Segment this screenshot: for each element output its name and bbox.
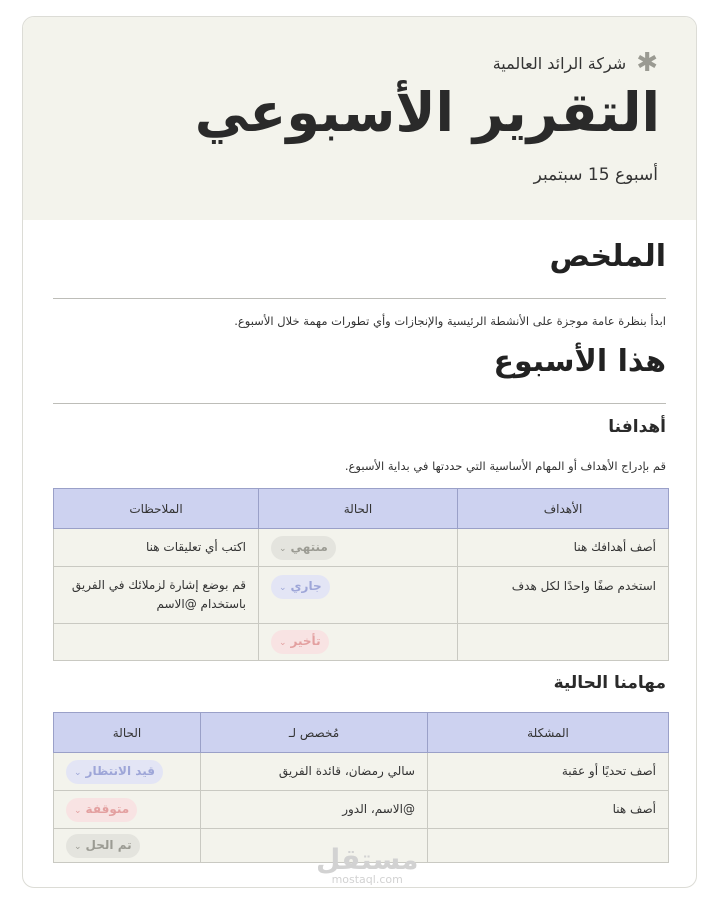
page-title: التقرير الأسبوعي — [194, 81, 660, 144]
note-cell[interactable]: قم بوضع إشارة لزملائك في الفريق باستخدام @الاسم — [54, 567, 259, 624]
goals-table — [53, 488, 669, 661]
table-row — [54, 624, 669, 661]
summary-text: ابدأ بنظرة عامة موجزة على الأنشطة الرئيسية والإنجازات وأي تطورات مهمة خلال الأسبوع. — [234, 314, 666, 328]
issue-cell[interactable]: أصف تحديًا أو عقبة — [428, 753, 669, 791]
status-badge[interactable]: قيد الانتظار⌄ — [66, 760, 163, 784]
column-header: الحالة — [259, 489, 458, 529]
table-row — [54, 791, 669, 829]
column-header: الأهداف — [458, 489, 669, 529]
chevron-down-icon: ⌄ — [74, 767, 82, 778]
week-label: أسبوع 15 سبتمبر — [533, 165, 658, 185]
status-badge[interactable]: تم الحل⌄ — [66, 834, 140, 858]
company-name: شركة الرائد العالمية — [492, 53, 627, 73]
chevron-down-icon: ⌄ — [74, 841, 82, 852]
table-header-row — [54, 489, 669, 529]
assignee-cell[interactable]: سالي رمضان، قائدة الفريق — [201, 753, 428, 791]
company-line — [493, 50, 658, 76]
goal-cell[interactable]: أصف أهدافك هنا — [458, 529, 669, 567]
column-header: الملاحظات — [54, 489, 259, 529]
column-header: المشكلة — [428, 713, 669, 753]
goals-text: قم بإدراج الأهداف أو المهام الأساسية التي حددتها في بداية الأسبوع. — [344, 459, 666, 473]
tasks-table — [53, 712, 669, 863]
report-card — [22, 16, 697, 888]
divider — [53, 298, 666, 299]
goal-cell[interactable]: استخدم صفًا واحدًا لكل هدف — [458, 567, 669, 624]
issue-cell[interactable]: أصف هنا — [428, 791, 669, 829]
watermark-arabic: مستقل — [316, 843, 419, 876]
chevron-down-icon: ⌄ — [279, 638, 287, 648]
this-week-heading: هذا الأسبوع — [493, 344, 666, 379]
note-cell[interactable]: اكتب أي تعليقات هنا — [54, 529, 259, 567]
watermark — [316, 843, 419, 886]
table-header-row — [54, 713, 669, 753]
column-header: الحالة — [54, 713, 201, 753]
status-badge[interactable]: تأخير⌄ — [271, 630, 329, 654]
table-row — [54, 567, 669, 624]
tasks-heading: مهامنا الحالية — [553, 673, 666, 693]
status-badge[interactable]: جاري⌄ — [271, 575, 330, 599]
issue-cell[interactable] — [428, 829, 669, 863]
asterisk-icon: ✱ — [636, 48, 658, 78]
divider — [53, 403, 666, 404]
column-header: مُخصص لـ — [201, 713, 428, 753]
summary-heading: الملخص — [549, 239, 666, 274]
watermark-latin: mostaql.com — [331, 873, 403, 886]
assignee-cell[interactable]: @الاسم، الدور — [201, 791, 428, 829]
status-badge[interactable]: متوقفة⌄ — [66, 798, 137, 822]
table-row — [54, 753, 669, 791]
report-header — [23, 17, 696, 220]
note-cell[interactable] — [54, 624, 259, 661]
chevron-down-icon: ⌄ — [279, 583, 287, 593]
goal-cell[interactable] — [458, 624, 669, 661]
status-badge[interactable]: منتهي⌄ — [271, 536, 336, 560]
table-row — [54, 529, 669, 567]
chevron-down-icon: ⌄ — [279, 543, 287, 554]
chevron-down-icon: ⌄ — [74, 805, 82, 816]
goals-heading: أهدافنا — [608, 417, 666, 437]
